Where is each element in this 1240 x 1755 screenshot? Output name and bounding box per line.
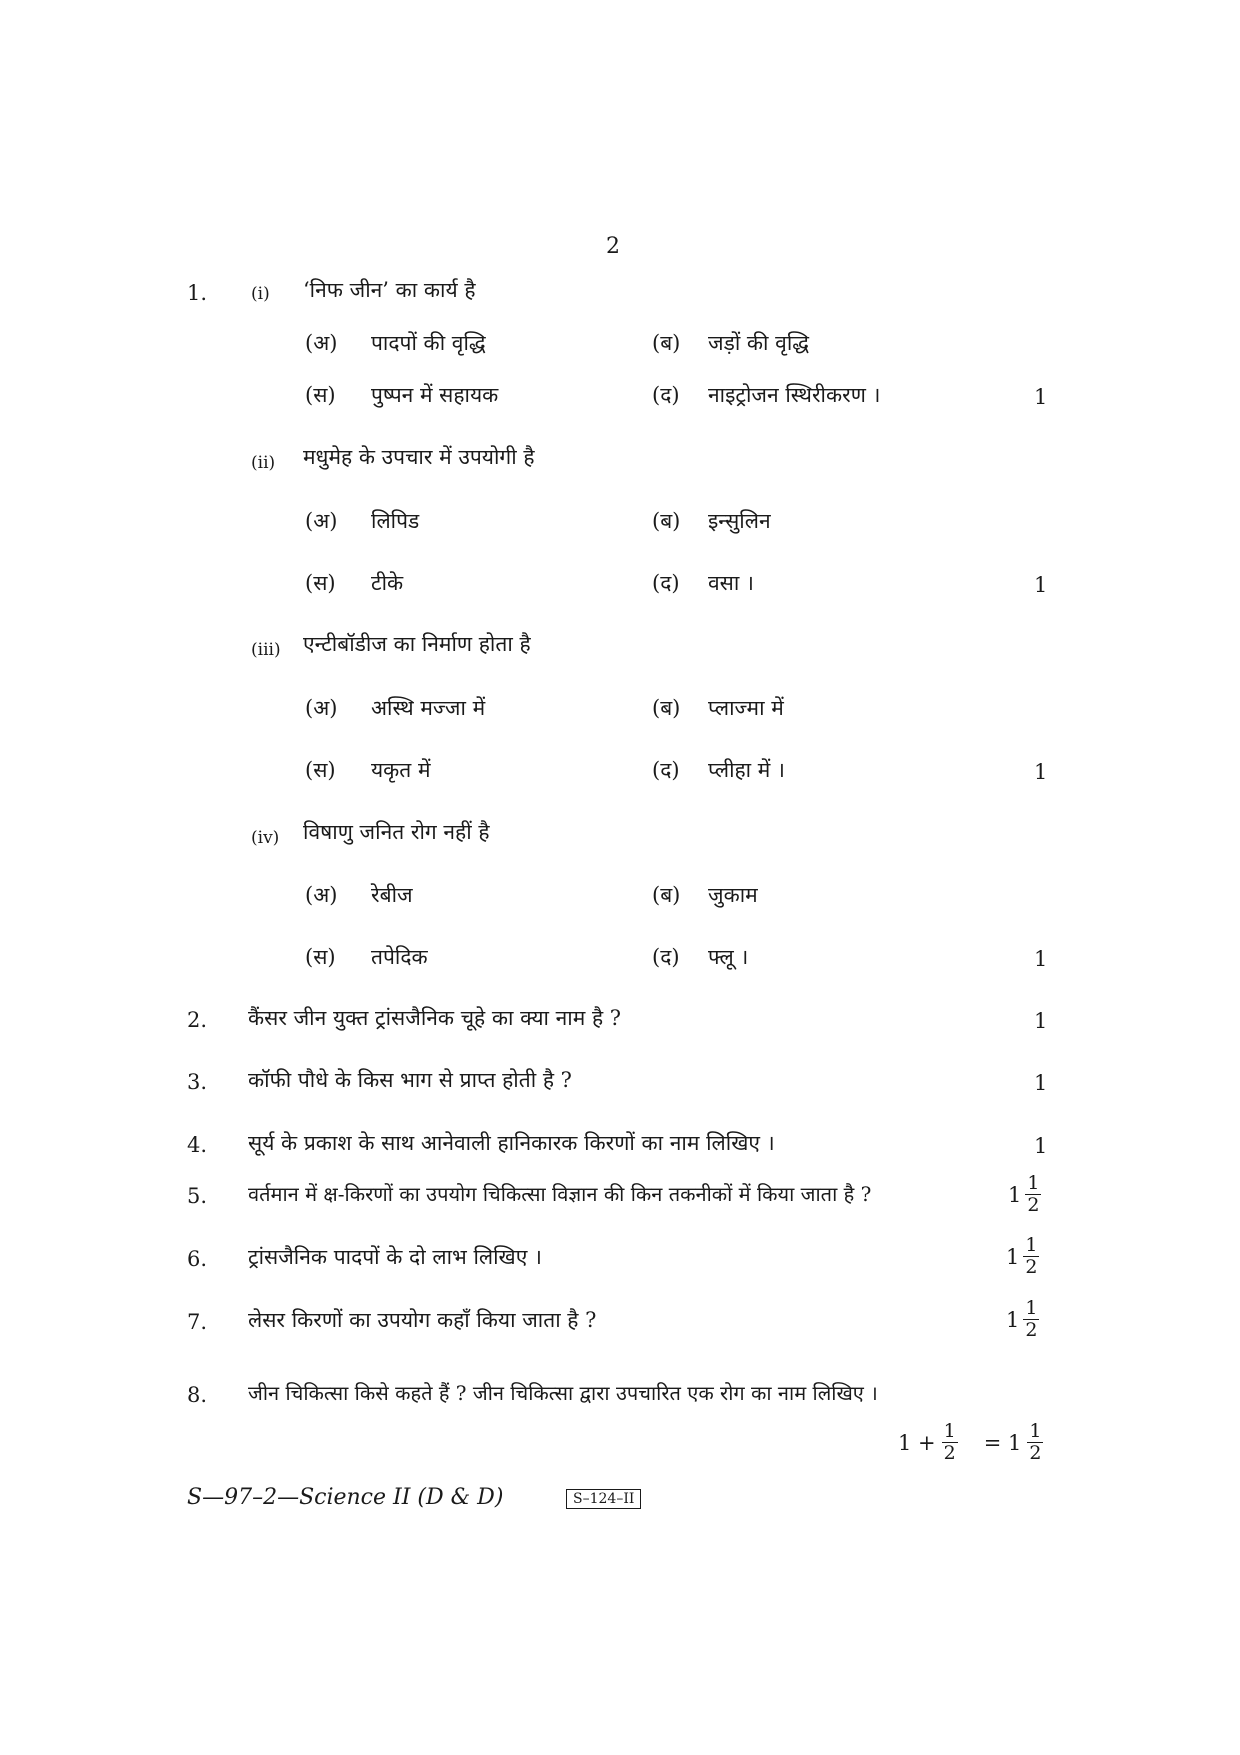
marks-whole: 1 bbox=[1006, 1307, 1020, 1332]
option-text: तपेदिक bbox=[371, 945, 428, 969]
part-text: मधुमेह के उपचार में उपयोगी है bbox=[303, 445, 535, 469]
paper-code: S—97–2—Science II (D & D) bbox=[187, 1485, 504, 1510]
marks-total: = 1 bbox=[983, 1430, 1022, 1455]
option-label: (अ) bbox=[305, 509, 338, 533]
part-label: (iv) bbox=[251, 828, 280, 848]
option-label: (अ) bbox=[305, 331, 338, 355]
question-number: 5. bbox=[187, 1184, 208, 1208]
part-label: (i) bbox=[251, 284, 270, 304]
option-text: फ्लू । bbox=[708, 945, 749, 969]
part-label: (iii) bbox=[251, 640, 281, 660]
fraction-denominator: 2 bbox=[1025, 1319, 1038, 1341]
fraction-denominator: 2 bbox=[1027, 1194, 1040, 1216]
option-label: (ब) bbox=[652, 883, 681, 907]
question-number: 7. bbox=[187, 1310, 208, 1334]
option-label: (द) bbox=[652, 571, 680, 595]
marks-sum-left: 1 + bbox=[898, 1430, 936, 1455]
option-label: (ब) bbox=[652, 509, 681, 533]
marks-fraction bbox=[1027, 1422, 1043, 1463]
option-label: (द) bbox=[652, 945, 680, 969]
question-number: 6. bbox=[187, 1247, 208, 1271]
part-label: (ii) bbox=[251, 453, 276, 473]
question-text: जीन चिकित्सा किसे कहते हैं ? जीन चिकित्सा द्वारा उपचारित एक रोग का नाम लिखिए । bbox=[248, 1381, 878, 1405]
option-label: (स) bbox=[305, 945, 336, 969]
option-label: (स) bbox=[305, 571, 336, 595]
part-text: एन्टीबॉडीज का निर्माण होता है bbox=[303, 632, 531, 656]
marks-whole: 1 bbox=[1006, 1244, 1020, 1269]
question-number: 1. bbox=[187, 281, 208, 305]
fraction-denominator: 2 bbox=[943, 1442, 956, 1464]
marks bbox=[898, 1422, 1043, 1463]
option-label: (अ) bbox=[305, 696, 338, 720]
marks-fraction bbox=[942, 1422, 958, 1463]
option-text: टीके bbox=[371, 571, 404, 595]
question-number: 2. bbox=[187, 1008, 208, 1032]
fraction-denominator: 2 bbox=[1029, 1442, 1042, 1464]
option-text: इन्सुलिन bbox=[708, 509, 771, 533]
option-label: (द) bbox=[652, 758, 680, 782]
option-text: प्लाज्मा में bbox=[708, 696, 784, 720]
fraction-numerator: 1 bbox=[1027, 1172, 1040, 1194]
question-number: 4. bbox=[187, 1133, 208, 1157]
option-label: (द) bbox=[652, 383, 680, 407]
marks bbox=[1006, 1236, 1039, 1277]
page-number: 2 bbox=[606, 234, 620, 259]
question-text: ट्रांसजैनिक पादपों के दो लाभ लिखिए । bbox=[248, 1245, 542, 1269]
option-label: (ब) bbox=[652, 331, 681, 355]
part-text: विषाणु जनित रोग नहीं है bbox=[303, 820, 490, 844]
marks bbox=[1006, 1299, 1039, 1340]
option-text: लिपिड bbox=[371, 509, 420, 533]
question-text: कैंसर जीन युक्त ट्रांसजैनिक चूहे का क्या नाम है ? bbox=[248, 1006, 622, 1030]
fraction-numerator: 1 bbox=[1029, 1420, 1042, 1442]
fraction-numerator: 1 bbox=[943, 1420, 956, 1442]
fraction-numerator: 1 bbox=[1025, 1234, 1038, 1256]
marks: 1 bbox=[1034, 760, 1048, 784]
option-label: (स) bbox=[305, 758, 336, 782]
option-text: यकृत में bbox=[371, 758, 431, 782]
marks-fraction bbox=[1025, 1174, 1041, 1215]
marks bbox=[1008, 1174, 1041, 1215]
marks: 1 bbox=[1034, 1134, 1048, 1158]
marks: 1 bbox=[1034, 1071, 1048, 1095]
marks: 1 bbox=[1034, 1009, 1048, 1033]
fraction-denominator: 2 bbox=[1025, 1256, 1038, 1278]
marks: 1 bbox=[1034, 573, 1048, 597]
option-text: पादपों की वृद्धि bbox=[371, 331, 486, 355]
option-text: अस्थि मज्जा में bbox=[371, 696, 486, 720]
question-text: वर्तमान में क्ष-किरणों का उपयोग चिकित्सा विज्ञान की किन तकनीकों में किया जाता है ? bbox=[248, 1182, 872, 1206]
option-text: जड़ों की वृद्धि bbox=[708, 331, 810, 355]
question-text: सूर्य के प्रकाश के साथ आनेवाली हानिकारक किरणों का नाम लिखिए । bbox=[248, 1131, 775, 1155]
question-number: 3. bbox=[187, 1070, 208, 1094]
option-label: (ब) bbox=[652, 696, 681, 720]
option-text: पुष्पन में सहायक bbox=[371, 383, 499, 407]
option-text: जुकाम bbox=[708, 883, 758, 907]
part-text: ‘निफ जीन’ का कार्य है bbox=[303, 278, 476, 302]
marks: 1 bbox=[1034, 385, 1048, 409]
option-label: (अ) bbox=[305, 883, 338, 907]
question-number: 8. bbox=[187, 1383, 208, 1407]
marks: 1 bbox=[1034, 947, 1048, 971]
marks-fraction bbox=[1023, 1236, 1039, 1277]
option-text: वसा । bbox=[708, 571, 754, 595]
fraction-numerator: 1 bbox=[1025, 1297, 1038, 1319]
question-text: कॉफी पौधे के किस भाग से प्राप्त होती है ? bbox=[248, 1068, 572, 1092]
option-text: प्लीहा में । bbox=[708, 758, 785, 782]
paper-reference-box: S–124–II bbox=[566, 1489, 641, 1509]
option-text: नाइट्रोजन स्थिरीकरण । bbox=[708, 383, 881, 407]
marks-whole: 1 bbox=[1008, 1182, 1022, 1207]
marks-fraction bbox=[1023, 1299, 1039, 1340]
question-text: लेसर किरणों का उपयोग कहाँ किया जाता है ? bbox=[248, 1308, 597, 1332]
option-label: (स) bbox=[305, 383, 336, 407]
option-text: रेबीज bbox=[371, 883, 413, 907]
